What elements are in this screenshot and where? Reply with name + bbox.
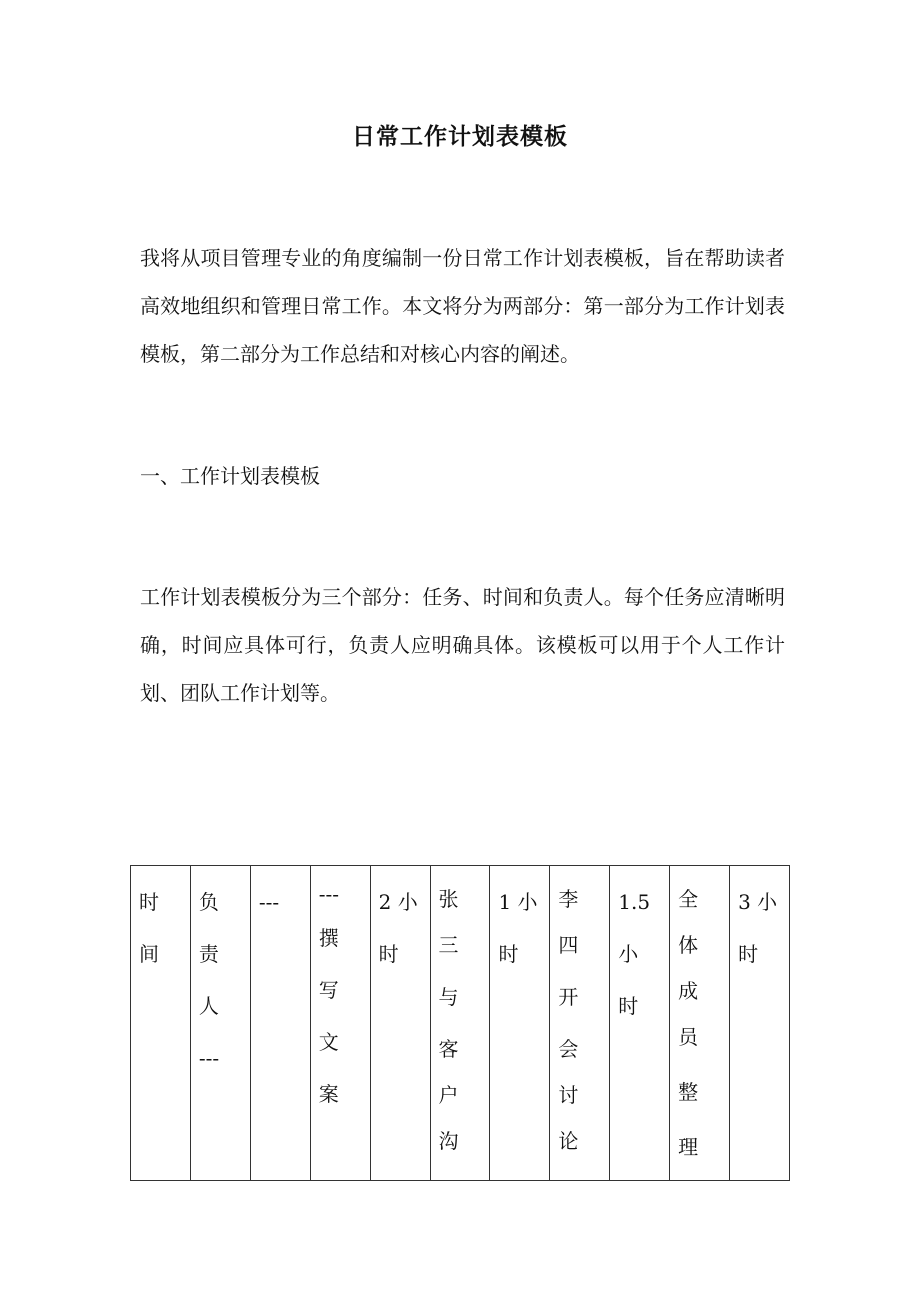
table-cell-line: --- [318,882,339,906]
table-cell-line: 四 [558,933,579,957]
table-cell-line: 李 [558,887,579,911]
table-cell-line: 人 [198,994,219,1018]
section-paragraph: 工作计划表模板分为三个部分：任务、时间和负责人。每个任务应清晰明确，时间应具体可行，负责人应明确具体。该模板可以用于个人工作计划、团队工作计划等。 [140,585,785,705]
table-column [371,866,431,1180]
table-cell-line: 时 [378,942,399,966]
table-cell-line: --- [198,1046,220,1070]
table-column [610,866,670,1180]
table-cell-line: 会 [558,1037,579,1061]
table-cell-line: 体 [678,933,699,957]
table-cell-line: 责 [198,942,219,966]
table-column [490,866,550,1180]
table-cell-line: 写 [318,978,339,1002]
table-cell-line: 时 [738,942,759,966]
table-cell-line: 整 [678,1080,699,1104]
table-cell-line: 负 [198,890,219,914]
table-cell-line: 案 [318,1082,339,1106]
table-cell-line: --- [258,890,280,914]
table-cell-line: 全 [678,887,699,911]
table-cell-line: 讨 [558,1083,579,1107]
table-column [191,866,251,1180]
table-column [431,866,491,1180]
table-cell-line: 开 [558,985,579,1009]
table-column [131,866,191,1180]
table-cell-line: 时 [498,942,519,966]
table-column [311,866,371,1180]
table-cell-line: 与 [438,985,459,1009]
table-cell-line: 1.5 [618,890,651,914]
section-heading: 一、工作计划表模板 [140,464,320,488]
table-cell-line: 撰 [318,926,339,950]
table-cell-line: 理 [678,1135,699,1159]
table-cell-line: 间 [139,942,159,966]
table-cell-line: 员 [678,1025,699,1049]
table-cell-line: 文 [318,1030,339,1054]
table-cell-line: 小 [618,942,639,966]
table-column [251,866,311,1180]
table-cell-line: 时 [139,890,159,914]
table-cell-line: 时 [618,994,639,1018]
table-cell-line: 2 小 [378,890,418,914]
table-cell-line: 论 [558,1129,579,1153]
table-column [670,866,730,1180]
table-column [550,866,610,1180]
table-cell-line: 成 [678,979,699,1003]
plan-table [130,865,790,1181]
table-cell-line: 客 [438,1037,459,1061]
table-cell-line: 三 [438,933,459,957]
document-title: 日常工作计划表模板 [352,123,568,150]
table-cell-line: 张 [438,887,459,911]
table-cell-line: 3 小 [738,890,778,914]
table-cell-line: 户 [438,1083,459,1107]
table-column [730,866,789,1180]
intro-paragraph: 我将从项目管理专业的角度编制一份日常工作计划表模板，旨在帮助读者高效地组织和管理日常工作。本文将分为两部分：第一部分为工作计划表模板，第二部分为工作总结和对核心内容的阐述。 [140,246,785,366]
table-cell-line: 沟 [438,1129,459,1153]
table-cell-line: 1 小 [498,890,538,914]
